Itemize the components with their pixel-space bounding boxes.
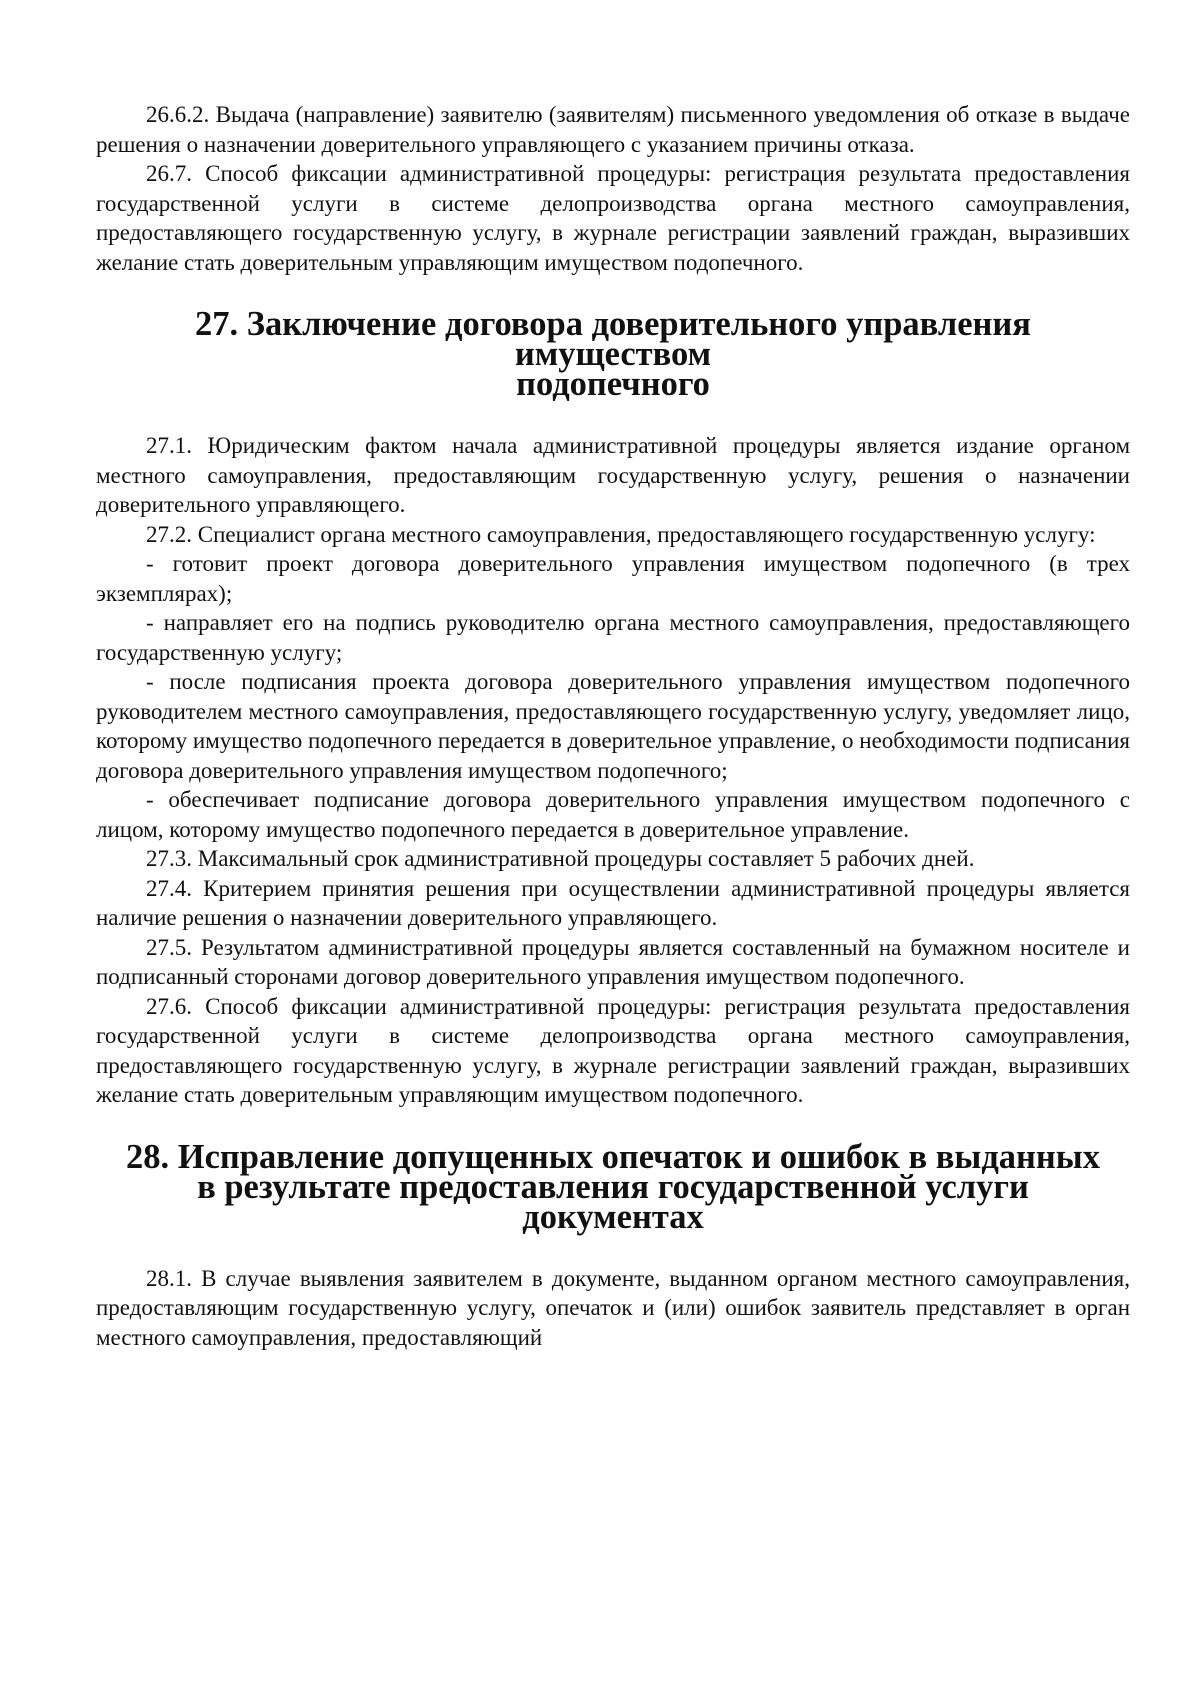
section-heading-28 <box>96 1137 1130 1236</box>
list-item: - направляет его на подпись руководителю органа местного самоуправления, предоставляющего государственную услугу; <box>96 610 1130 665</box>
heading-line: 28. Исправление допущенных опечаток и ошибок в выданных <box>125 1137 1100 1176</box>
paragraph-27-1: 27.1. Юридическим фактом начала административной процедуры является издание органом местного самоуправления, предоставляющим государственную услугу, решения о назначении доверительного управляющего. <box>96 433 1130 517</box>
document-page <box>96 100 1130 1352</box>
paragraph-26-7: 26.7. Способ фиксации административной процедуры: регистрация результата предоставления государственной услуги в системе делопроизводства органа местного самоуправления, предоставляющего государственную услугу, в журнале регистрации заявлений граждан, выразивших желание стать доверительным управляющим имуществом подопечного. <box>96 161 1130 275</box>
section-heading-27 <box>96 305 1130 403</box>
list-item: - после подписания проекта договора доверительного управления имуществом подопечного руководителем местного самоуправления, предоставляющего государственную услугу, уведомляет лицо, которому имущество подопечного передается в доверительное управление, о необходимости подписания договора доверительного управления имуществом подопечного; <box>96 669 1130 783</box>
paragraph-27-2: 27.2. Специалист органа местного самоуправления, предоставляющего государственную услугу: <box>146 521 1096 547</box>
list-item: - готовит проект договора доверительного управления имуществом подопечного (в трех экземплярах); <box>96 551 1130 606</box>
list-item: - обеспечивает подписание договора доверительного управления имуществом подопечного с лицом, которому имущество подопечного передается в доверительное управление. <box>96 787 1130 842</box>
heading-line: 27. Заключение договора доверительного управления имуществом <box>195 305 1031 373</box>
paragraph-28-1: 28.1. В случае выявления заявителем в документе, выданном органом местного самоуправления, предоставляющим государственную услугу, опечаток и (или) ошибок заявитель представляет в орган местного самоуправления, предоставляющий <box>96 1265 1130 1350</box>
paragraph-27-4: 27.4. Критерием принятия решения при осуществлении административной процедуры является наличие решения о назначении доверительного управляющего. <box>96 875 1130 930</box>
paragraph-26-6-2: 26.6.2. Выдача (направление) заявителю (заявителям) письменного уведомления об отказе в выдаче решения о назначении доверительного управляющего с указанием причины отказа. <box>96 102 1130 157</box>
heading-line: документах <box>522 1197 704 1236</box>
paragraph-27-6: 27.6. Способ фиксации административной процедуры: регистрация результата предоставления государственной услуги в системе делопроизводства органа местного самоуправления, предоставляющего государственную услугу, в журнале регистрации заявлений граждан, выразивших желание стать доверительным управляющим имуществом подопечного. <box>96 993 1130 1107</box>
paragraph-27-5: 27.5. Результатом административной процедуры является составленный на бумажном носителе и подписанный сторонами договор доверительного управления имуществом подопечного. <box>96 934 1130 989</box>
heading-line: подопечного <box>516 365 710 403</box>
heading-line: в результате предоставления государственной услуги <box>197 1167 1029 1206</box>
paragraph-27-3: 27.3. Максимальный срок административной процедуры составляет 5 рабочих дней. <box>146 846 975 871</box>
